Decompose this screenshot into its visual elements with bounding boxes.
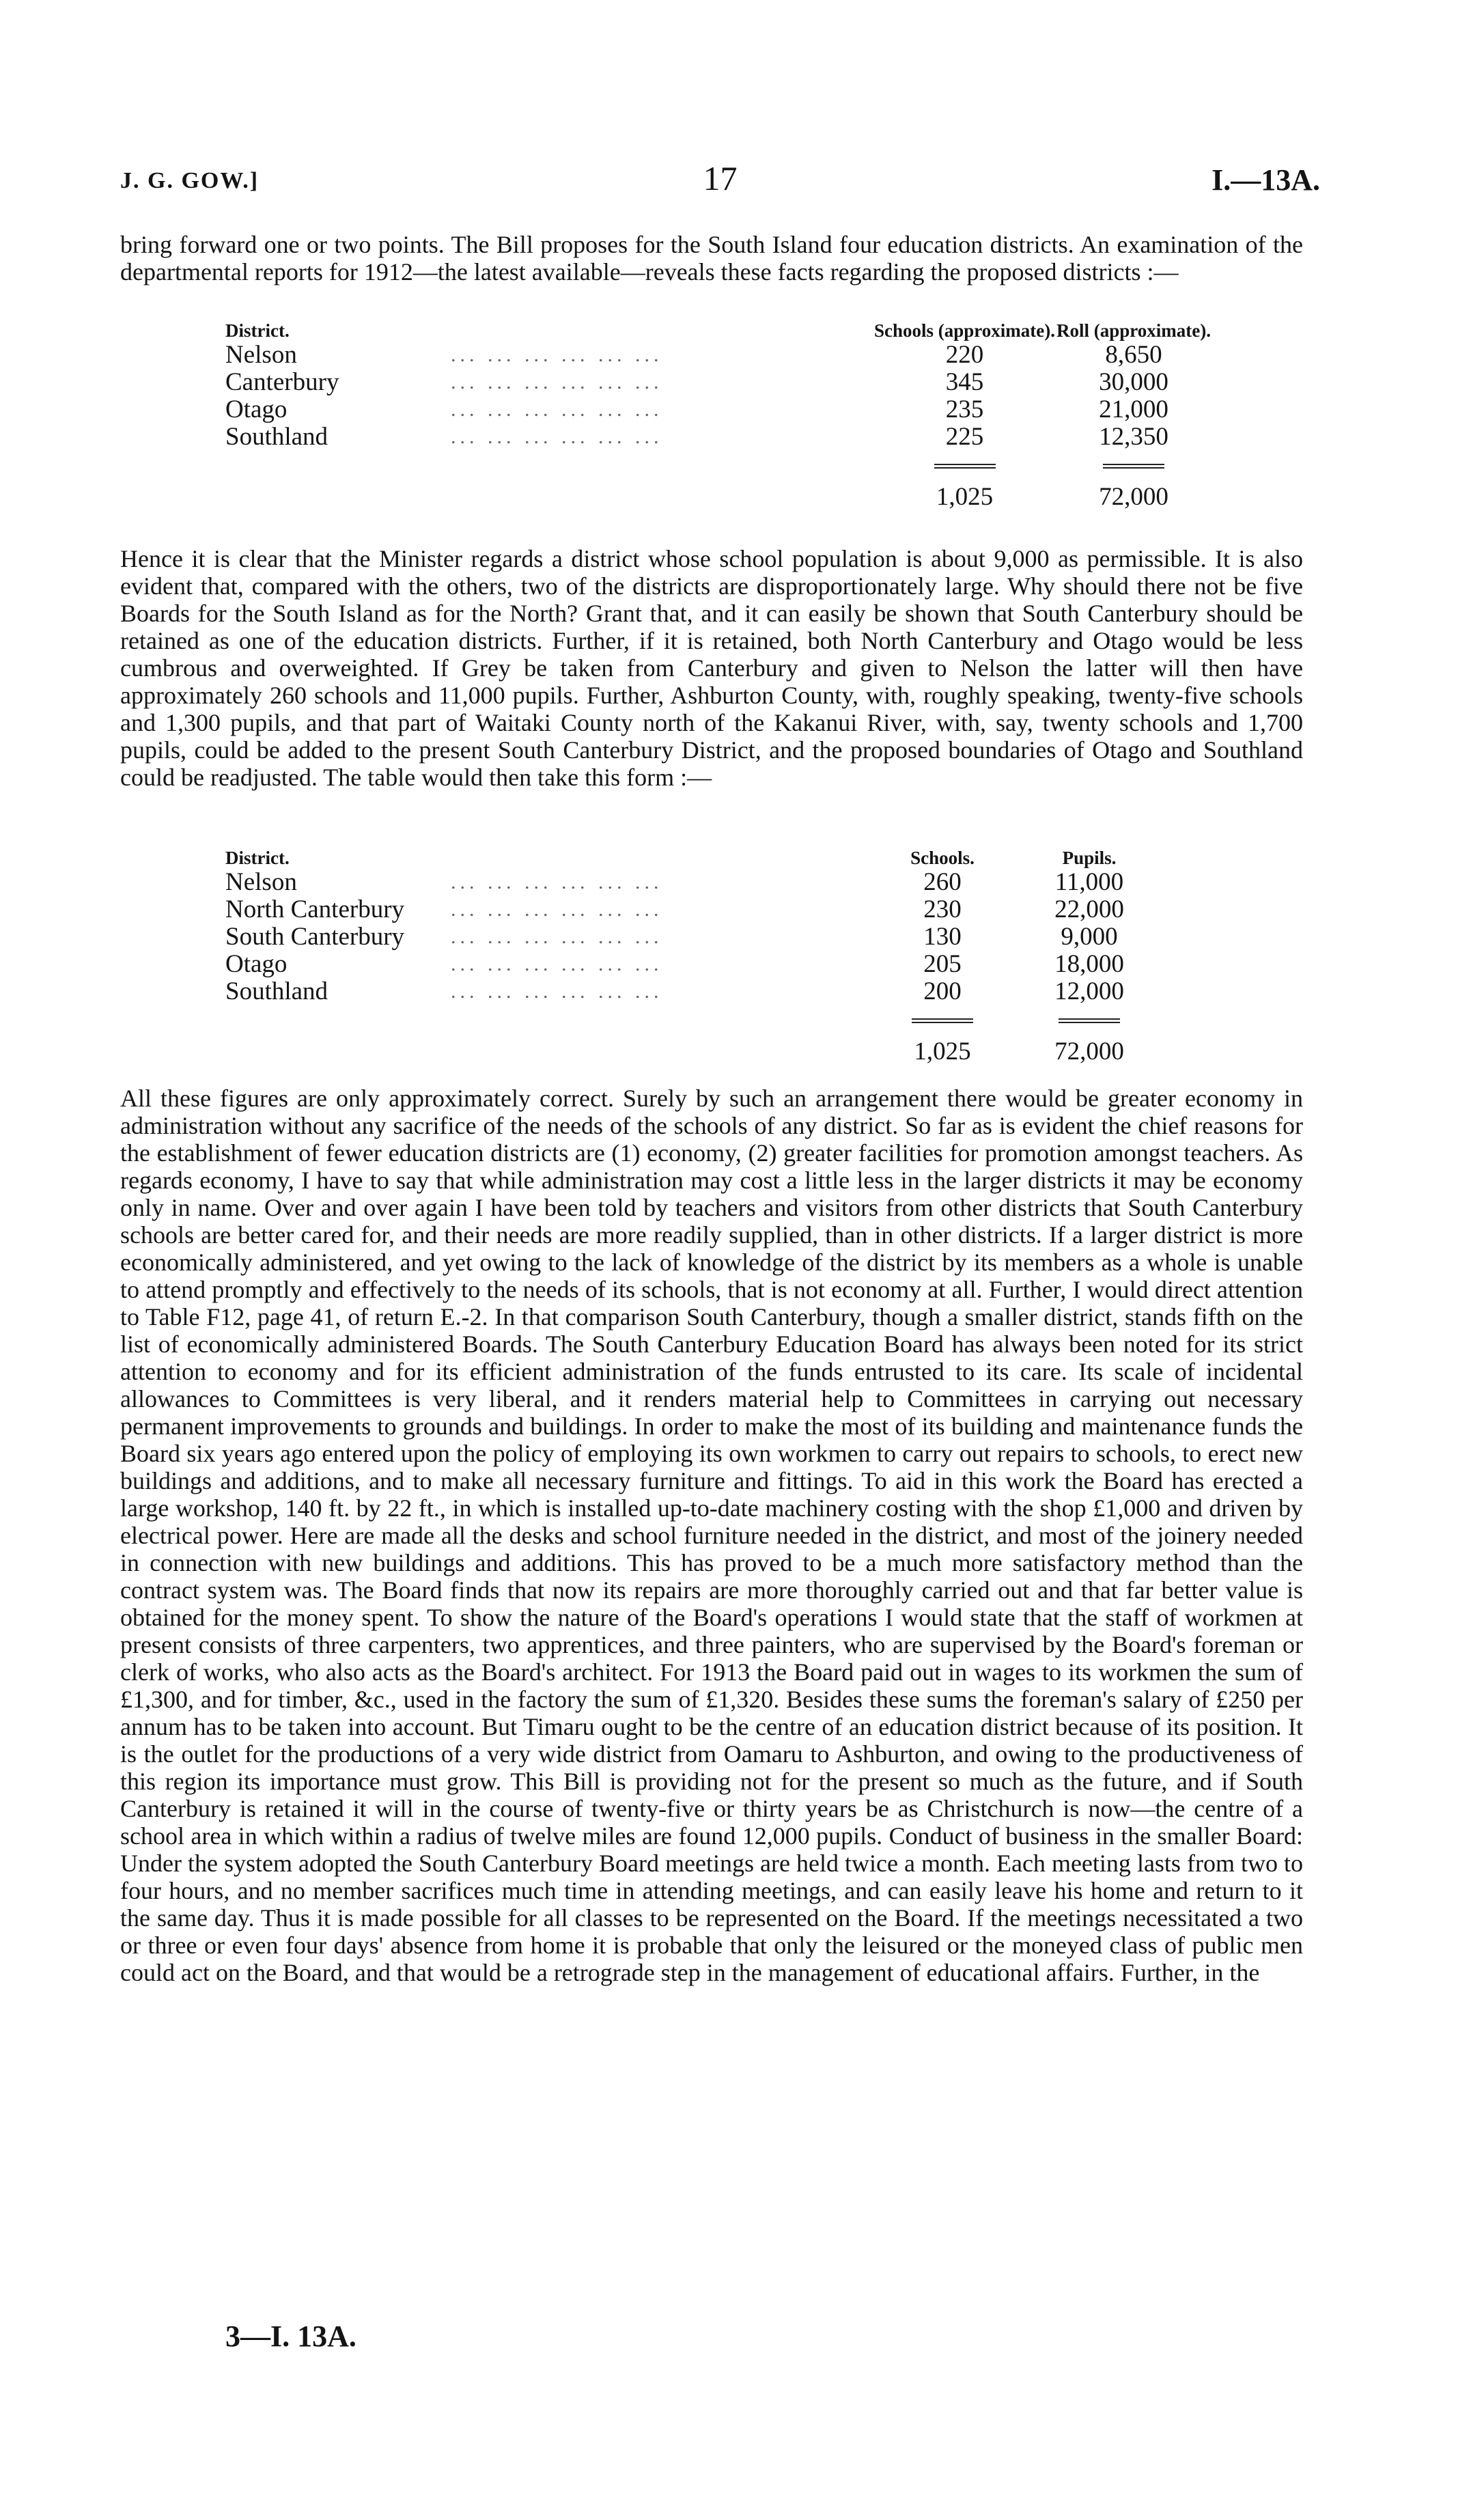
district-name: Canterbury — [225, 368, 339, 396]
pupils-value: 22,000 — [1054, 895, 1124, 923]
district-name: Southland — [225, 977, 328, 1005]
col-header-district: District. — [225, 848, 290, 868]
district-name: Nelson — [225, 868, 297, 896]
leader-dots: ... ... ... ... ... ... — [451, 871, 663, 893]
table-row — [225, 951, 1168, 978]
schools-value: 225 — [945, 423, 984, 451]
leader-dots: ... ... ... ... ... ... — [451, 898, 663, 921]
total-schools: 1,025 — [936, 483, 994, 511]
table-row — [225, 978, 1168, 1005]
paragraph-intro: bring forward one or two points. The Bill proposes for the South Island four education districts. An examination of the departmental reports for 1912—the latest available—reveals these facts regarding the proposed districts :— — [120, 231, 1303, 285]
pupils-value: 9,000 — [1061, 923, 1118, 951]
total-rule — [1059, 1018, 1120, 1023]
table-total-row — [225, 1033, 1168, 1066]
roll-value: 8,650 — [1105, 341, 1162, 369]
table-row — [225, 896, 1168, 923]
district-name: Otago — [225, 950, 288, 978]
leader-dots: ... ... ... ... ... ... — [451, 980, 663, 1003]
table-row — [225, 423, 1212, 451]
document-reference: I.—13A. — [1212, 163, 1320, 197]
roll-value: 21,000 — [1099, 395, 1168, 423]
district-name: North Canterbury — [225, 895, 405, 923]
col-header-schools: Schools. — [910, 848, 975, 868]
schools-value: 220 — [945, 341, 984, 369]
col-header-pupils: Pupils. — [1062, 848, 1117, 868]
total-rule — [1103, 464, 1164, 469]
district-name: Southland — [225, 423, 328, 451]
col-header-roll: Roll (approximate). — [1056, 320, 1211, 341]
total-schools: 1,025 — [914, 1037, 971, 1066]
col-header-schools: Schools (approximate). — [874, 320, 1056, 341]
leader-dots: ... ... ... ... ... ... — [451, 426, 663, 448]
table-row — [225, 396, 1212, 423]
table-header-row — [225, 847, 1168, 869]
schools-value: 260 — [923, 868, 962, 896]
leader-dots: ... ... ... ... ... ... — [451, 925, 663, 948]
leader-dots: ... ... ... ... ... ... — [451, 953, 663, 975]
table-row — [225, 923, 1168, 951]
page-footer-signature: 3—I. 13A. — [225, 2320, 356, 2353]
leader-dots: ... ... ... ... ... ... — [451, 398, 663, 421]
table-row — [225, 369, 1212, 396]
table-header-row — [225, 320, 1212, 342]
page-header — [120, 158, 1320, 199]
schools-value: 235 — [945, 395, 984, 423]
total-rule-row — [225, 451, 1212, 478]
total-roll: 72,000 — [1099, 483, 1168, 511]
schools-value: 345 — [945, 368, 984, 396]
total-rule — [934, 464, 996, 469]
leader-dots: ... ... ... ... ... ... — [451, 371, 663, 393]
roll-value: 12,350 — [1099, 423, 1168, 451]
page-number: 17 — [703, 159, 738, 197]
district-name: South Canterbury — [225, 923, 405, 951]
schools-value: 230 — [923, 895, 962, 923]
pupils-value: 18,000 — [1054, 950, 1124, 978]
pupils-value: 11,000 — [1054, 868, 1124, 896]
district-name: Nelson — [225, 341, 297, 369]
table-proposed-districts — [225, 847, 1168, 1066]
schools-value: 200 — [923, 977, 962, 1005]
schools-value: 130 — [923, 923, 962, 951]
table-row — [225, 342, 1212, 369]
total-rule — [912, 1018, 973, 1023]
paragraph-economy: All these figures are only approximately correct. Surely by such an arrangement there would be greater economy in administration without any sacrifice of the needs of the schools of any district. So far as is evident the chief reasons for the establishment of fewer education districts are (1) economy, (2) greater facilities for promotion amongst teachers. As regards economy, I have to say that while administration may cost a little less in the larger districts it may be economy only in name. Over and over again I have been told by teachers and visitors from other districts that South Canterbury schools are better cared for, and their needs are more readily supplied, than in other districts. If a larger district is more economically administered, and yet owing to the lack of knowledge of the district by its members as a whole is unable to attend promptly and effectively to the needs of its schools, that is not economy at all. Further, I would direct attention to Table F12, page 41, of return E.-2. In that comparison South Canterbury, though a smaller district, stands fifth on the list of economically administered Boards. The South Canterbury Education Board has always been noted for its strict attention to economy and for its efficient administration of the funds entrusted to its care. Its scale of incidental allowances to Committees is very liberal, and it renders material help to Committees in carrying out necessary permanent improvements to grounds and buildings. In order to make the most of its building and maintenance funds the Board six years ago entered upon the policy of employing its own workmen to carry out repairs to schools, to erect new buildings and additions, and to make all necessary furniture and fittings. To aid in this work the Board has erected a large workshop, 140 ft. by 22 ft., in which is installed up-to-date machinery costing with the shop £1,000 and driven by electrical power. Here are made all the desks and school furniture needed in the district, and most of the joinery needed in connection with new buildings and additions. This has proved to be a much more satisfactory method than the contract system was. The Board finds that now its repairs are more thoroughly carried out and that far better value is obtained for the money spent. To show the nature of the Board's operations I would state that the staff of workmen at present consists of three carpenters, two apprentices, and three painters, who are supervised by the Board's foreman or clerk of works, who also acts as the Board's architect. For 1913 the Board paid out in wages to its workmen the sum of £1,300, and for timber, &c., used in the factory the sum of £1,320. Besides these sums the foreman's salary of £250 per annum has to be taken into account. But Timaru ought to be the centre of an education district because of its position. It is the outlet for the productions of a very wide district from Oamaru to Ashburton, and owing to the productiveness of this region its importance must grow. This Bill is providing not for the present so much as the future, and if South Canterbury is retained it will in the course of twenty-five or thirty years be as Christchurch is now—the centre of a school area in which within a radius of twelve miles are found 12,000 pupils. Conduct of business in the smaller Board: Under the system adopted the South Canterbury Board meetings are held twice a month. Each meeting lasts from two to four hours, and no member sacrifices much time in attending meetings, and can easily leave his home and return to it the same day. Thus it is made possible for all classes to be represented on the Board. If the meetings necessitated a two or three or even four days' absence from home it is probable that only the leisured or the moneyed class of public men could act on the Board, and that would be a retrograde step in the management of educational affairs. Further, in the — [120, 1085, 1303, 1986]
table-current-districts — [225, 320, 1212, 511]
col-header-district: District. — [225, 320, 290, 341]
schools-value: 205 — [923, 950, 962, 978]
pupils-value: 12,000 — [1054, 977, 1124, 1005]
roll-value: 30,000 — [1099, 368, 1168, 396]
table-total-row — [225, 478, 1212, 511]
district-name: Otago — [225, 395, 288, 423]
leader-dots: ... ... ... ... ... ... — [451, 344, 663, 366]
table-row — [225, 869, 1168, 896]
paragraph-proposal: Hence it is clear that the Minister regards a district whose school population is about 9,000 as permissible. It is also evident that, compared with the others, two of the districts are disproportionately large. Why should there not be five Boards for the South Island as for the North? Grant that, and it can easily be shown that South Canterbury should be retained as one of the education districts. Further, if it is retained, both North Canterbury and Otago would be less cumbrous and overweighted. If Grey be taken from Canterbury and given to Nelson the latter will then have approximately 260 schools and 11,000 pupils. Further, Ashburton County, with, roughly speaking, twenty-five schools and 1,300 pupils, and that part of Waitaki County north of the Kakanui River, with, say, twenty schools and 1,700 pupils, could be added to the present South Canterbury District, and the proposed boundaries of Otago and Southland could be readjusted. The table would then take this form :— — [120, 545, 1303, 791]
header-author: J. G. GOW.] — [120, 168, 260, 193]
total-pupils: 72,000 — [1054, 1037, 1124, 1066]
total-rule-row — [225, 1005, 1168, 1033]
